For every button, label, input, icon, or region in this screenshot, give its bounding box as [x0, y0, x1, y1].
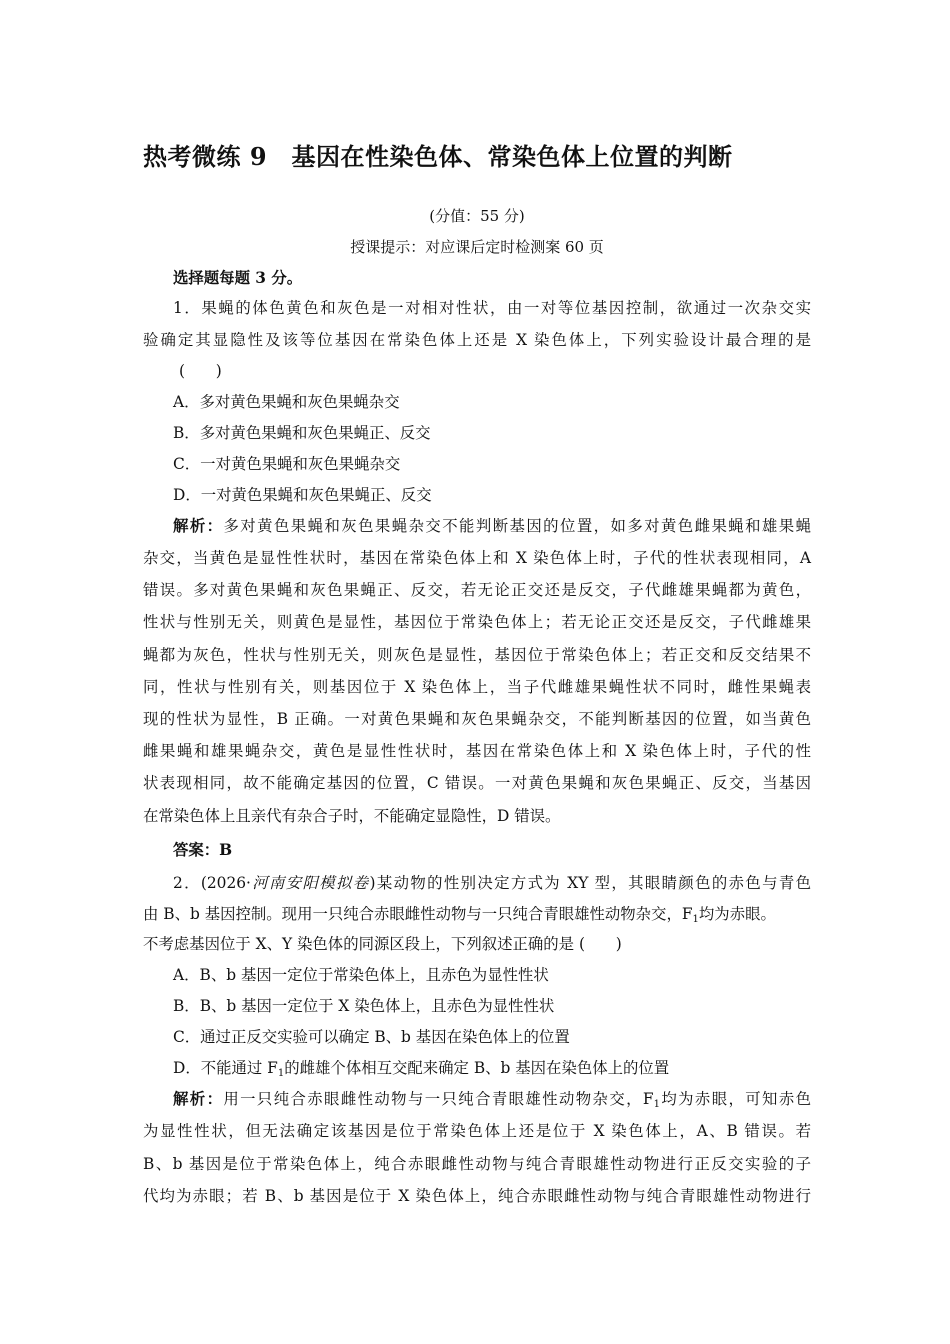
- hint-line: 授课提示：对应课后定时检测案 60 页: [350, 238, 604, 256]
- q1-analysis-line: 性状与性别无关，则黄色是显性，基因位于常染色体上；若无论正交还是反交，子代雌雄果: [143, 613, 811, 631]
- q2-analysis-line: 为显性性状，但无法确定该基因是位于常染色体上还是位于 X 染色体上，A、B 错误。若: [143, 1122, 811, 1140]
- q2-stem-line-2: 由 B、b 基因控制。现用一只纯合赤眼雌性动物与一只纯合青眼雄性动物杂交，$F_1$均为赤眼。: [143, 905, 776, 925]
- q1-stem-line-1: 1．果蝇的体色黄色和灰色是一对相对性状，由一对等位基因控制，欲通过一次杂交实: [173, 299, 811, 317]
- q2-option-a: A．B、b 基因一定位于常染色体上，且赤色为显性性状: [173, 966, 549, 984]
- q1-analysis-line: 雌果蝇和雄果蝇杂交，黄色是显性性状时，基因在常染色体上和 X 染色体上时，子代的性: [143, 742, 811, 760]
- q1-analysis-line: 同，性状与性别有关，则基因位于 X 染色体上，当子代雌雄果蝇性状不同时，雌性果蝇表: [143, 678, 811, 696]
- q2-option-b: B．B、b 基因一定位于 X 染色体上，且赤色为显性性状: [173, 997, 555, 1015]
- q2-analysis-line: B、b 基因是位于常染色体上，纯合赤眼雌性动物与纯合青眼雄性动物进行正反交实验的子: [143, 1155, 811, 1173]
- q1-option-a: A．多对黄色果蝇和灰色果蝇杂交: [173, 393, 400, 411]
- q1-answer-paren: ( ): [179, 362, 222, 380]
- q2-option-c: C．通过正反交实验可以确定 B、b 基因在染色体上的位置: [173, 1028, 570, 1046]
- q2-analysis-label: 解析：: [173, 1090, 224, 1108]
- q1-analysis-line: 现的性状为显性，B 正确。一对黄色果蝇和灰色果蝇杂交，不能判断基因的位置，如当黄色: [143, 710, 811, 728]
- q2-stem-line-3: 不考虑基因位于 X、Y 染色体的同源区段上，下列叙述正确的是 ( ): [143, 935, 622, 953]
- q1-option-c: C．一对黄色果蝇和灰色果蝇杂交: [173, 455, 401, 473]
- section-heading: 选择题每题 3 分。: [173, 269, 303, 287]
- q2-analysis-line-1: 解析：用一只纯合赤眼雌性动物与一只纯合青眼雄性动物杂交，$F_1$均为赤眼，可知赤色: [173, 1090, 811, 1110]
- score-line: (分值：55 分): [429, 207, 525, 225]
- q2-stem-line-1: 2．(2026·河南安阳模拟卷)某动物的性别决定方式为 XY 型，其眼睛颜色的赤色与青色: [173, 874, 811, 892]
- page-title: 热考微练 9 基因在性染色体、常染色体上位置的判断: [143, 142, 733, 171]
- q1-option-d: D．一对黄色果蝇和灰色果蝇正、反交: [173, 486, 432, 504]
- q1-analysis-line-last: 在常染色体上且亲代有杂合子时，不能确定显隐性，D 错误。: [143, 807, 561, 825]
- q1-analysis-line: 状表现相同，故不能确定基因的位置，C 错误。一对黄色果蝇和灰色果蝇正、反交，当基因: [143, 774, 811, 792]
- q2-analysis-line: 代均为赤眼；若 B、b 基因是位于 X 染色体上，纯合赤眼雌性动物与纯合青眼雄性动物进行: [143, 1187, 811, 1205]
- q1-option-b: B．多对黄色果蝇和灰色果蝇正、反交: [173, 424, 431, 442]
- q2-option-d: D．不能通过 $F_1$的雌雄个体相互交配来确定 B、b 基因在染色体上的位置: [173, 1059, 670, 1079]
- q2-source: 河南安阳模拟卷: [250, 874, 370, 892]
- q1-analysis-label: 解析：: [173, 517, 224, 535]
- q1-stem-line-2: 验确定其显隐性及该等位基因在常染色体上还是 X 染色体上，下列实验设计最合理的是: [143, 331, 811, 349]
- q1-analysis-line-1: 解析：多对黄色果蝇和灰色果蝇杂交不能判断基因的位置，如多对黄色雌果蝇和雄果蝇: [173, 517, 811, 535]
- q1-analysis-line: 杂交，当黄色是显性性状时，基因在常染色体上和 X 染色体上时，子代的性状表现相同，A: [143, 549, 811, 567]
- q1-analysis-line: 蝇都为灰色，性状与性别无关，则灰色是显性，基因位于常染色体上；若正交和反交结果不: [143, 646, 811, 664]
- q1-answer: 答案：B: [173, 841, 233, 859]
- q1-analysis-line: 错误。多对黄色果蝇和灰色果蝇正、反交，若无论正交还是反交，子代雌雄果蝇都为黄色，: [143, 581, 811, 599]
